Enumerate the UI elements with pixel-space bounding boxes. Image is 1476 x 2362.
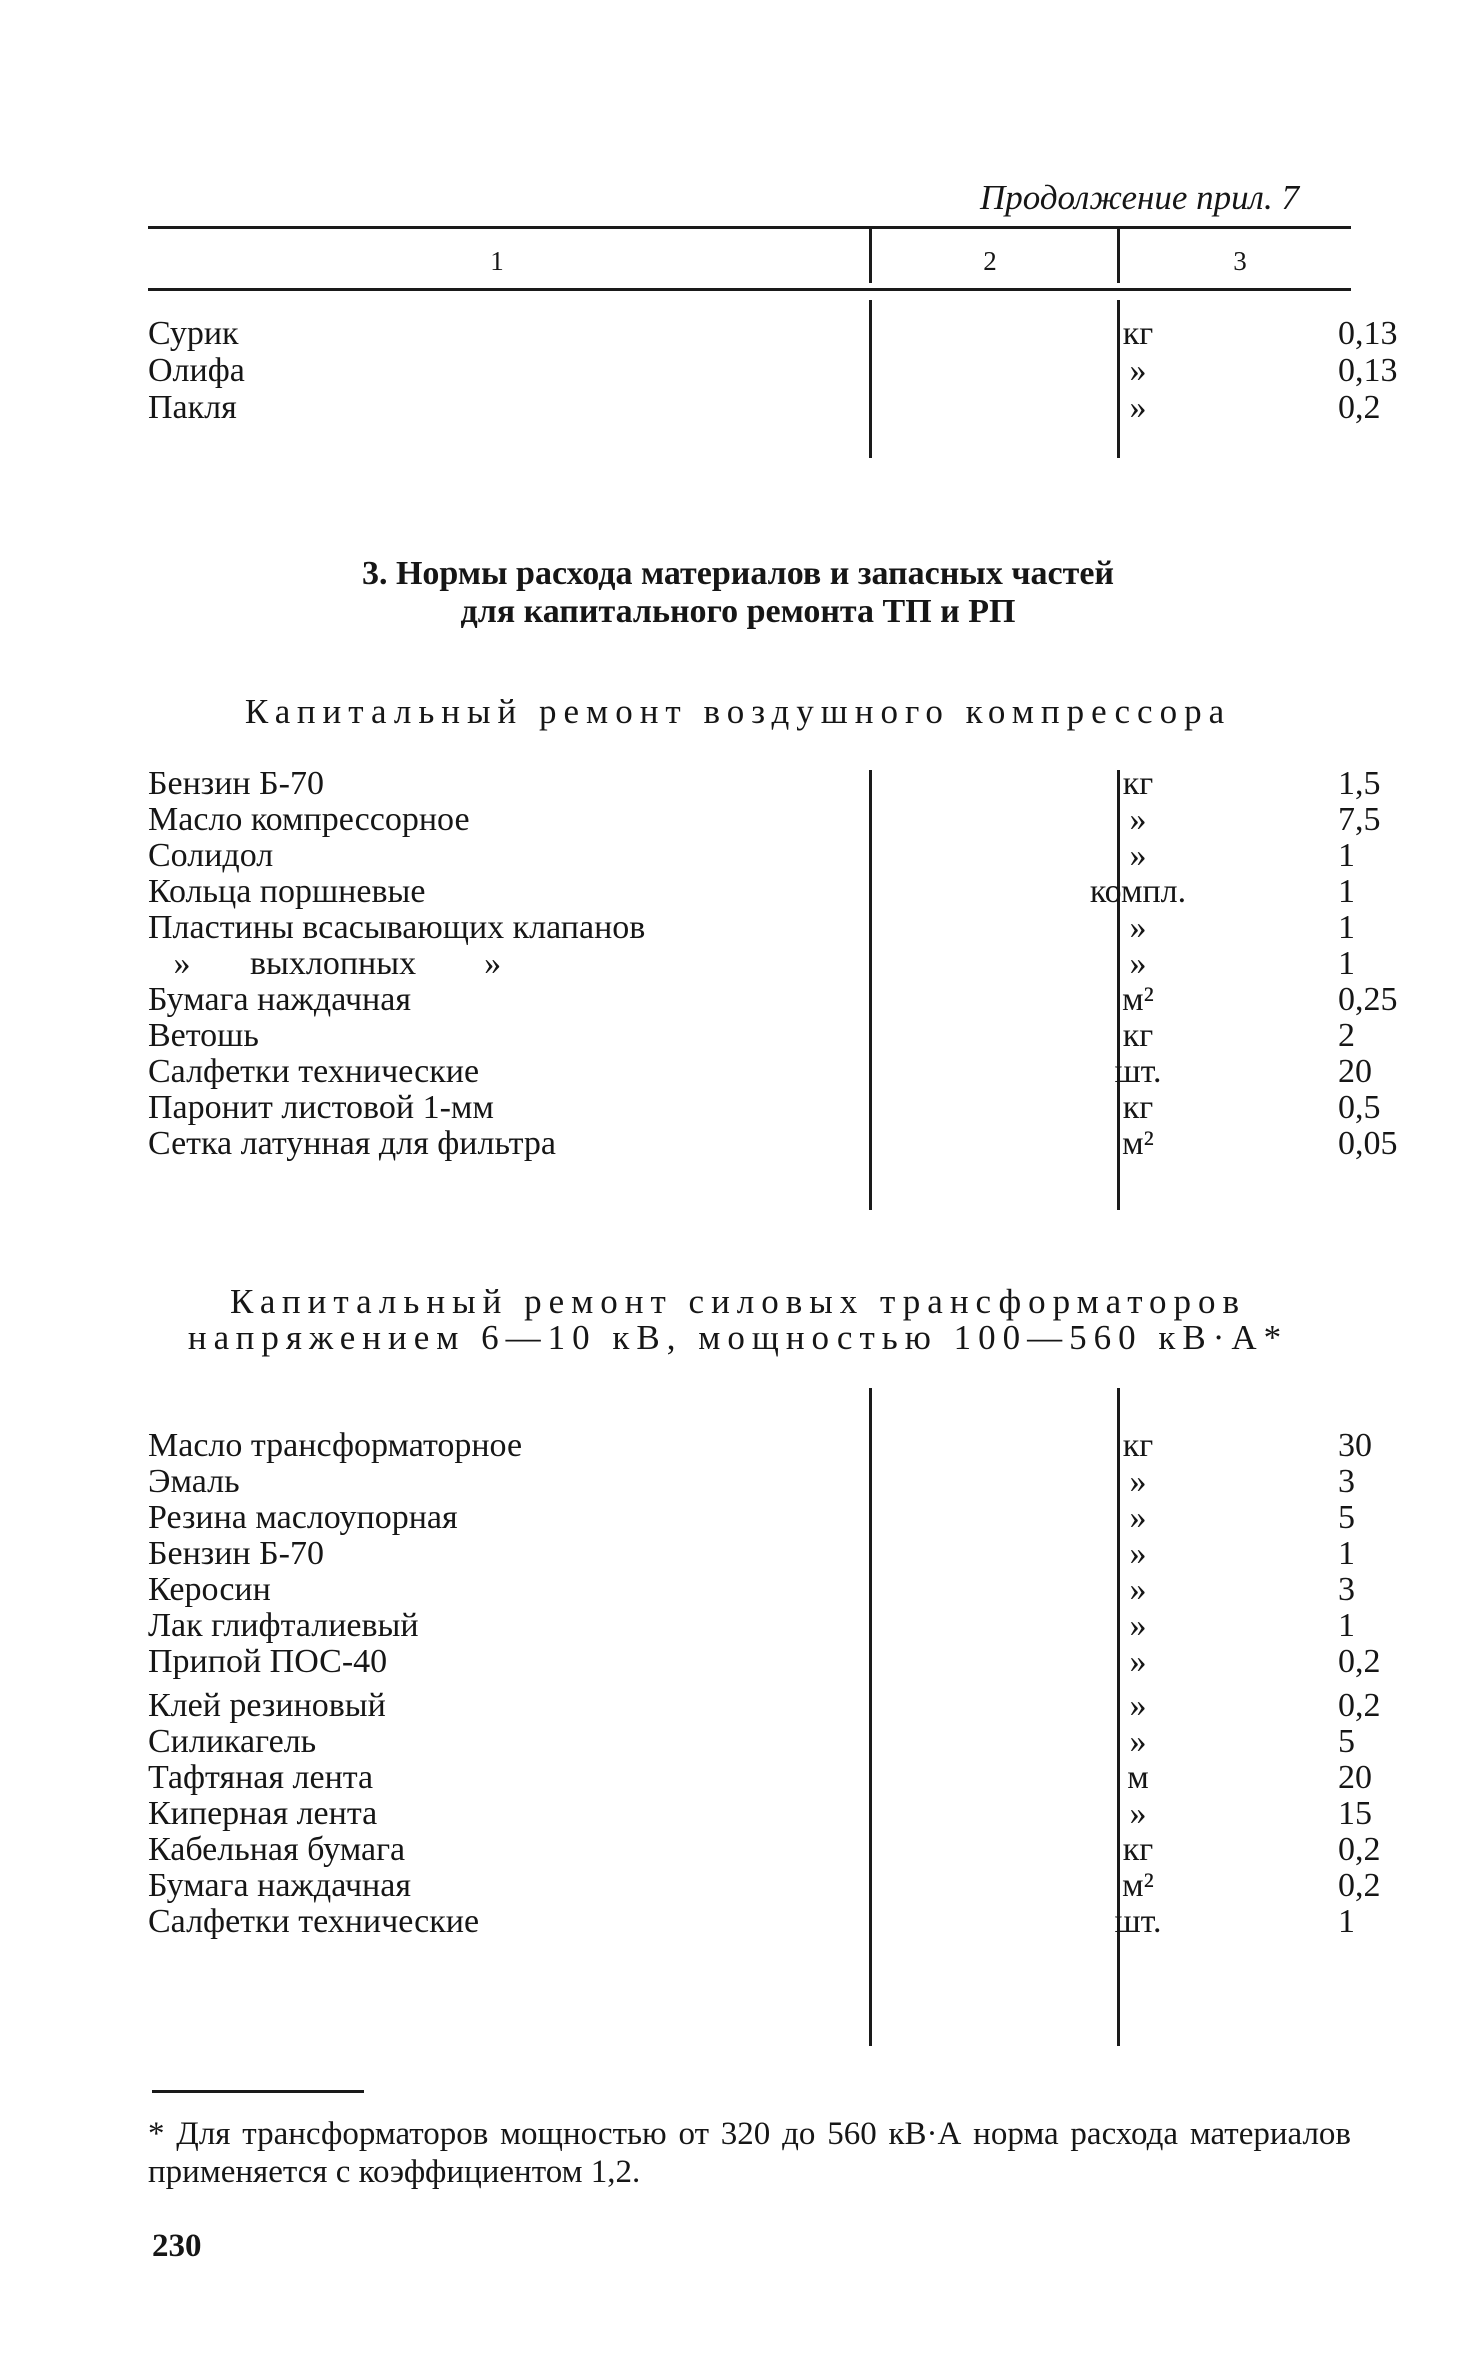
material-name: Силикагель (148, 1723, 317, 1760)
table-row (148, 352, 1398, 389)
material-name: Солидол (148, 837, 274, 874)
unit-cell: кг (1122, 1427, 1154, 1464)
table-header-rule (148, 288, 1351, 291)
compressor-subtitle: Капитальный ремонт воздушного компрессора (244, 692, 1232, 731)
unit-cell: м (1127, 1759, 1149, 1796)
material-name: Ветошь (148, 1017, 259, 1054)
value-cell: 1 (1338, 909, 1355, 946)
table-row (148, 765, 1381, 802)
material-name: Масло трансформаторное (148, 1427, 523, 1464)
material-name: Бензин Б-70 (148, 765, 324, 802)
material-name: Лак глифталиевый (148, 1607, 419, 1644)
material-name: Салфетки технические (148, 1903, 480, 1940)
value-cell: 1,5 (1338, 765, 1381, 802)
value-cell: 3 (1338, 1463, 1355, 1500)
value-cell: 5 (1338, 1499, 1355, 1536)
section-title-line2: для капитального ремонта ТП и РП (460, 593, 1016, 630)
material-name: Бумага наждачная (148, 1867, 411, 1904)
material-name: Салфетки технические (148, 1053, 480, 1090)
material-name: Сурик (148, 315, 239, 352)
value-cell: 0,2 (1338, 1831, 1381, 1868)
column-header-3: 3 (1233, 246, 1247, 276)
material-name: Бензин Б-70 (148, 1535, 324, 1572)
value-cell: 1 (1338, 1535, 1355, 1572)
material-name: Пакля (148, 389, 237, 426)
value-cell: 1 (1338, 1607, 1355, 1644)
header-divider-1 (869, 228, 872, 283)
unit-cell: » (1129, 1723, 1147, 1760)
table-row (148, 945, 1355, 982)
unit-cell: кг (1122, 1831, 1154, 1868)
unit-cell: шт. (1114, 1053, 1162, 1090)
material-name: Кольца поршневые (148, 873, 426, 910)
value-cell: 30 (1338, 1427, 1372, 1464)
unit-cell: шт. (1114, 1903, 1162, 1940)
transformers-subtitle-line1: Капитальный ремонт силовых трансформаторов (229, 1282, 1247, 1321)
table-row (148, 1607, 1355, 1644)
unit-cell: » (1129, 837, 1147, 874)
table-row (148, 389, 1381, 426)
unit-cell: » (1129, 389, 1147, 426)
table-row (148, 1053, 1372, 1090)
unit-cell: » (1129, 352, 1147, 389)
table-row (148, 1427, 1372, 1464)
unit-cell: » (1129, 945, 1147, 982)
material-name: Олифа (148, 352, 245, 389)
unit-cell: » (1129, 1643, 1147, 1680)
header-divider-2 (1117, 228, 1120, 283)
unit-cell: » (1129, 1499, 1147, 1536)
material-name: Масло компрессорное (148, 801, 470, 838)
material-name: Припой ПОС-40 (148, 1643, 388, 1680)
table-row (148, 909, 1355, 946)
table-row (148, 1723, 1355, 1760)
value-cell: 1 (1338, 1903, 1355, 1940)
value-cell: 0,2 (1338, 1687, 1381, 1724)
value-cell: 5 (1338, 1723, 1355, 1760)
unit-cell: » (1129, 1571, 1147, 1608)
value-cell: 0,13 (1338, 315, 1398, 352)
unit-cell: кг (1122, 1017, 1154, 1054)
value-cell: 20 (1338, 1053, 1372, 1090)
unit-cell: » (1129, 1795, 1147, 1832)
value-cell: 0,2 (1338, 389, 1381, 426)
table-row (148, 1089, 1381, 1126)
unit-cell: м² (1122, 1867, 1154, 1904)
unit-cell: кг (1122, 765, 1154, 802)
page-number: 230 (152, 2228, 202, 2264)
table-row (148, 1867, 1381, 1904)
table-row (148, 837, 1355, 874)
table-row (148, 1795, 1372, 1832)
unit-cell: » (1129, 909, 1147, 946)
material-name: Киперная лента (148, 1795, 378, 1832)
value-cell: 0,5 (1338, 1089, 1381, 1126)
value-cell: 1 (1338, 873, 1355, 910)
unit-cell: кг (1122, 1089, 1154, 1126)
table-row (148, 1903, 1355, 1940)
material-name: Бумага наждачная (148, 981, 411, 1018)
unit-cell: м² (1122, 981, 1154, 1018)
value-cell: 7,5 (1338, 801, 1381, 838)
unit-cell: » (1129, 1535, 1147, 1572)
value-cell: 0,2 (1338, 1643, 1381, 1680)
continuation-label: Продолжение прил. 7 (980, 178, 1299, 217)
table-row (148, 1687, 1381, 1724)
material-name: Пластины всасывающих клапанов (148, 909, 646, 946)
table-row (148, 1125, 1398, 1162)
value-cell: 3 (1338, 1571, 1355, 1608)
table-row (148, 981, 1398, 1018)
table-row (148, 1535, 1355, 1572)
table-top-rule (148, 226, 1351, 229)
table-row (148, 873, 1355, 910)
material-name: Паронит листовой 1-мм (148, 1089, 494, 1126)
table-row (148, 315, 1398, 352)
table-row (148, 1499, 1355, 1536)
value-cell: 15 (1338, 1795, 1372, 1832)
section-title-line1: 3. Нормы расхода материалов и запасных частей (361, 555, 1115, 592)
material-name: Кабельная бумага (148, 1831, 406, 1868)
value-cell: 0,05 (1338, 1125, 1398, 1162)
table-row (148, 1017, 1355, 1054)
column-header-1: 1 (490, 246, 504, 276)
material-name: Эмаль (148, 1463, 240, 1500)
material-name: Керосин (148, 1571, 271, 1608)
column-header-2: 2 (983, 246, 997, 276)
unit-cell: м² (1122, 1125, 1154, 1162)
material-name: Сетка латунная для фильтра (148, 1125, 557, 1162)
value-cell: 2 (1338, 1017, 1355, 1054)
value-cell: 0,2 (1338, 1867, 1381, 1904)
material-name: Клей резиновый (148, 1687, 386, 1724)
table-row (148, 1643, 1381, 1680)
transformers-subtitle-line2: напряжением 6—10 кВ, мощностью 100—560 кВ·А* (187, 1318, 1289, 1357)
value-cell: 1 (1338, 837, 1355, 874)
table-row (148, 1831, 1381, 1868)
table-row (148, 1463, 1355, 1500)
value-cell: 0,25 (1338, 981, 1398, 1018)
unit-cell: компл. (1089, 873, 1187, 910)
footnote-rule (152, 2090, 364, 2093)
material-name: Тафтяная лента (148, 1759, 374, 1796)
table-row (148, 801, 1381, 838)
value-cell: 20 (1338, 1759, 1372, 1796)
table-row (148, 1759, 1372, 1796)
footnote: * Для трансформаторов мощностью от 320 до 560 кВ·А норма расхода материалов применяется с коэффициентом 1,2. (148, 2116, 1351, 2190)
table-row (148, 1571, 1355, 1608)
unit-cell: кг (1122, 315, 1154, 352)
unit-cell: » (1129, 1687, 1147, 1724)
material-name: Резина маслоупорная (148, 1499, 458, 1536)
unit-cell: » (1129, 1463, 1147, 1500)
unit-cell: » (1129, 801, 1147, 838)
value-cell: 1 (1338, 945, 1355, 982)
unit-cell: » (1129, 1607, 1147, 1644)
material-name: » выхлопных » (148, 945, 502, 982)
value-cell: 0,13 (1338, 352, 1398, 389)
